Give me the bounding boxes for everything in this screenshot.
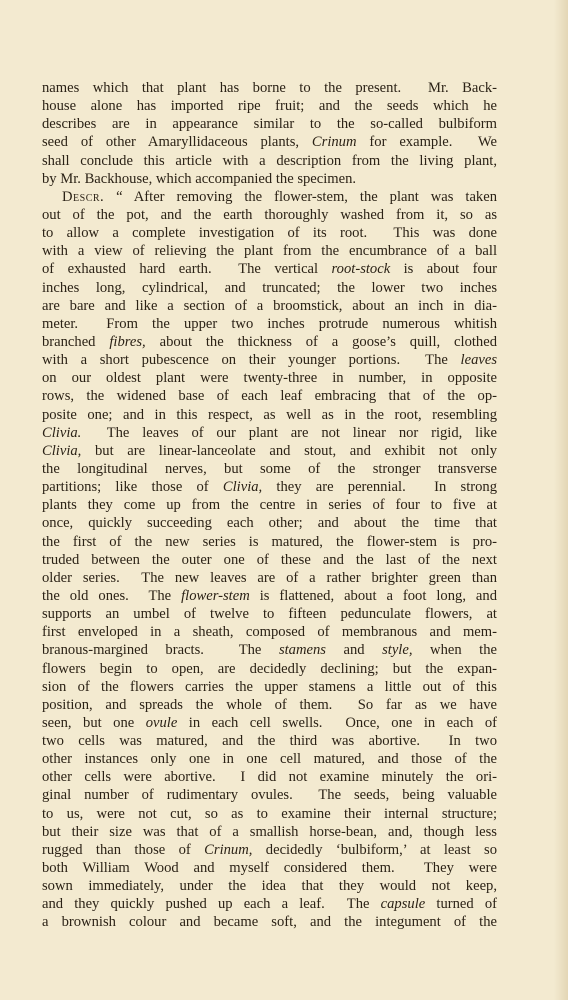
text-run: of exhausted hard earth. The vertical [42,261,332,278]
text-run: older series. The new leaves are of a rather brighter green than [42,569,497,586]
text-run: on our oldest plant were twenty-three in number, in opposite [42,370,497,387]
text-line [42,823,497,841]
text-line [42,206,497,224]
text-run: first enveloped in a sheath, composed of membranous and mem- [42,624,497,641]
text-run: other instances only one in one cell matured, and those of the [42,751,497,768]
text-run: inches long, cylindrical, and truncated; the lower two inches [42,279,497,296]
text-run: and [325,642,383,659]
text-run: truded between the outer one of these and the last of the next [42,551,497,568]
text-run: with a view of relieving the plant from the encumbrance of a ball [42,243,497,260]
text-line [42,514,497,532]
text-run: plants they come up from the centre in series of four to five at [42,497,497,514]
text-line [42,895,497,913]
text-run: two cells was matured, and the third was abortive. In two [42,733,497,750]
text-run: is about four [390,261,497,278]
text-run: with a short pubescence on their younger portions. The [42,352,461,369]
text-line [42,152,497,170]
text-run: but are linear-lanceolate and stout, and exhibit not only [81,442,497,459]
text-line [42,188,497,206]
text-line [42,786,497,804]
text-line [42,115,497,133]
text-line [42,333,497,351]
text-run: meter. From the upper two inches protrude numerous whitish [42,315,497,332]
text-run: position, and spreads the whole of them. So far as we have [42,696,497,713]
text-run: to allow a complete investigation of its root. This was done [42,225,497,242]
italic-term: fibres, [109,333,146,350]
text-run: “ After removing the flower-stem, the plant was taken [104,188,497,205]
italic-term: Clivia. [42,424,82,441]
text-run: supports an umbel of twelve to fifteen pedunculate flowers, at [42,606,497,623]
text-line [42,732,497,750]
text-line [42,533,497,551]
italic-term: Crinum, [204,841,253,858]
text-run: rows, the widened base of each leaf embracing that of the op- [42,388,497,405]
text-run: branched [42,333,110,350]
text-line [42,442,497,460]
text-run: rugged than those of [42,841,205,858]
text-line [42,79,497,97]
text-run: decidedly ‘bulbiform,’ at least so [252,841,497,858]
text-line [42,551,497,569]
text-run: seen, but one [42,714,146,731]
text-line [42,913,497,931]
text-line [42,714,497,732]
text-line [42,369,497,387]
italic-term: ovule [145,714,178,731]
text-run: flowers begin to open, are decidedly declining; but the expan- [42,660,497,677]
text-run: for example. We [356,134,497,151]
text-run: is flattened, about a foot long, and [249,587,497,604]
italic-term: flower-stem [181,587,250,604]
text-line [42,406,497,424]
text-line [42,315,497,333]
text-line [42,224,497,242]
text-run: but their size was that of a smallish horse-bean, and, though less [42,823,497,840]
text-line [42,696,497,714]
text-line [42,260,497,278]
italic-term: leaves [460,352,497,369]
text-run: to us, were not cut, so as to examine their internal structure; [42,805,497,822]
text-run: once, quickly succeeding each other; and about the time that [42,515,497,532]
italic-term: Clivia, [222,479,263,496]
text-line [42,478,497,496]
text-line [42,242,497,260]
text-run: are bare and like a section of a broomstick, about an inch in dia- [42,297,497,314]
text-line [42,133,497,151]
text-line [42,387,497,405]
text-run: ginal number of rudimentary ovules. The seeds, being valuable [42,787,497,804]
text-line [42,678,497,696]
text-run: and they quickly pushed up each a leaf. The [42,896,381,913]
text-run: the old ones. The [42,587,182,604]
text-line [42,623,497,641]
text-line [42,660,497,678]
text-line [42,605,497,623]
text-run: both William Wood and myself considered them. They were [42,860,497,877]
text-run: out of the pot, and the earth thoroughly washed from it, so as [42,206,497,223]
text-run: shall conclude this article with a description from the living plant, [42,152,497,169]
text-line [42,750,497,768]
italic-term: Crinum [311,134,357,151]
text-run: a brownish colour and became soft, and the integument of the [42,914,497,931]
text-line [42,297,497,315]
text-run: The leaves of our plant are not linear nor rigid, like [81,424,497,441]
text-line [42,170,497,188]
text-line [42,877,497,895]
section-label: Descr. [62,188,105,205]
body-text [42,79,497,932]
italic-term: Clivia, [42,442,82,459]
text-line [42,841,497,859]
text-run: the longitudinal nerves, but some of the stronger transverse [42,460,497,477]
text-run: seed of other Amaryllidaceous plants, [42,134,312,151]
text-run: names which that plant has borne to the present. Mr. Back- [42,80,497,96]
text-run: posite one; and in this respect, as well as in the root, resembling [42,406,497,423]
text-run: describes are in appearance similar to the so-called bulbiform [42,116,497,133]
text-line [42,805,497,823]
text-line [42,279,497,297]
text-line [42,424,497,442]
text-run: sown immediately, under the idea that they would not keep, [42,878,497,895]
text-run: turned of [425,896,497,913]
text-line [42,460,497,478]
text-run: the first of the new series is matured, the flower-stem is pro- [42,533,497,550]
page-edge-shadow [554,0,568,1000]
text-line [42,97,497,115]
text-line [42,641,497,659]
text-run: they are perennial. In strong [262,479,497,496]
text-run: when the [412,642,497,659]
text-line [42,587,497,605]
text-line [42,351,497,369]
text-run: sion of the flowers carries the upper stamens a little out of this [42,678,497,695]
text-run: house alone has imported ripe fruit; and the seeds which he [42,98,497,115]
italic-term: root-stock [331,261,391,278]
italic-term: stamens [278,642,326,659]
text-line [42,496,497,514]
text-run: branous-margined bracts. The [42,642,279,659]
italic-term: capsule [380,896,426,913]
text-run: about the thickness of a goose’s quill, clothed [145,333,497,350]
text-run: by Mr. Backhouse, which accompanied the specimen. [42,170,357,187]
text-run: in each cell swells. Once, one in each of [177,714,497,731]
italic-term: style, [382,642,413,659]
text-run: partitions; like those of [42,479,223,496]
text-line [42,569,497,587]
text-line [42,859,497,877]
text-line [42,768,497,786]
text-run: other cells were abortive. I did not examine minutely the ori- [42,769,497,786]
